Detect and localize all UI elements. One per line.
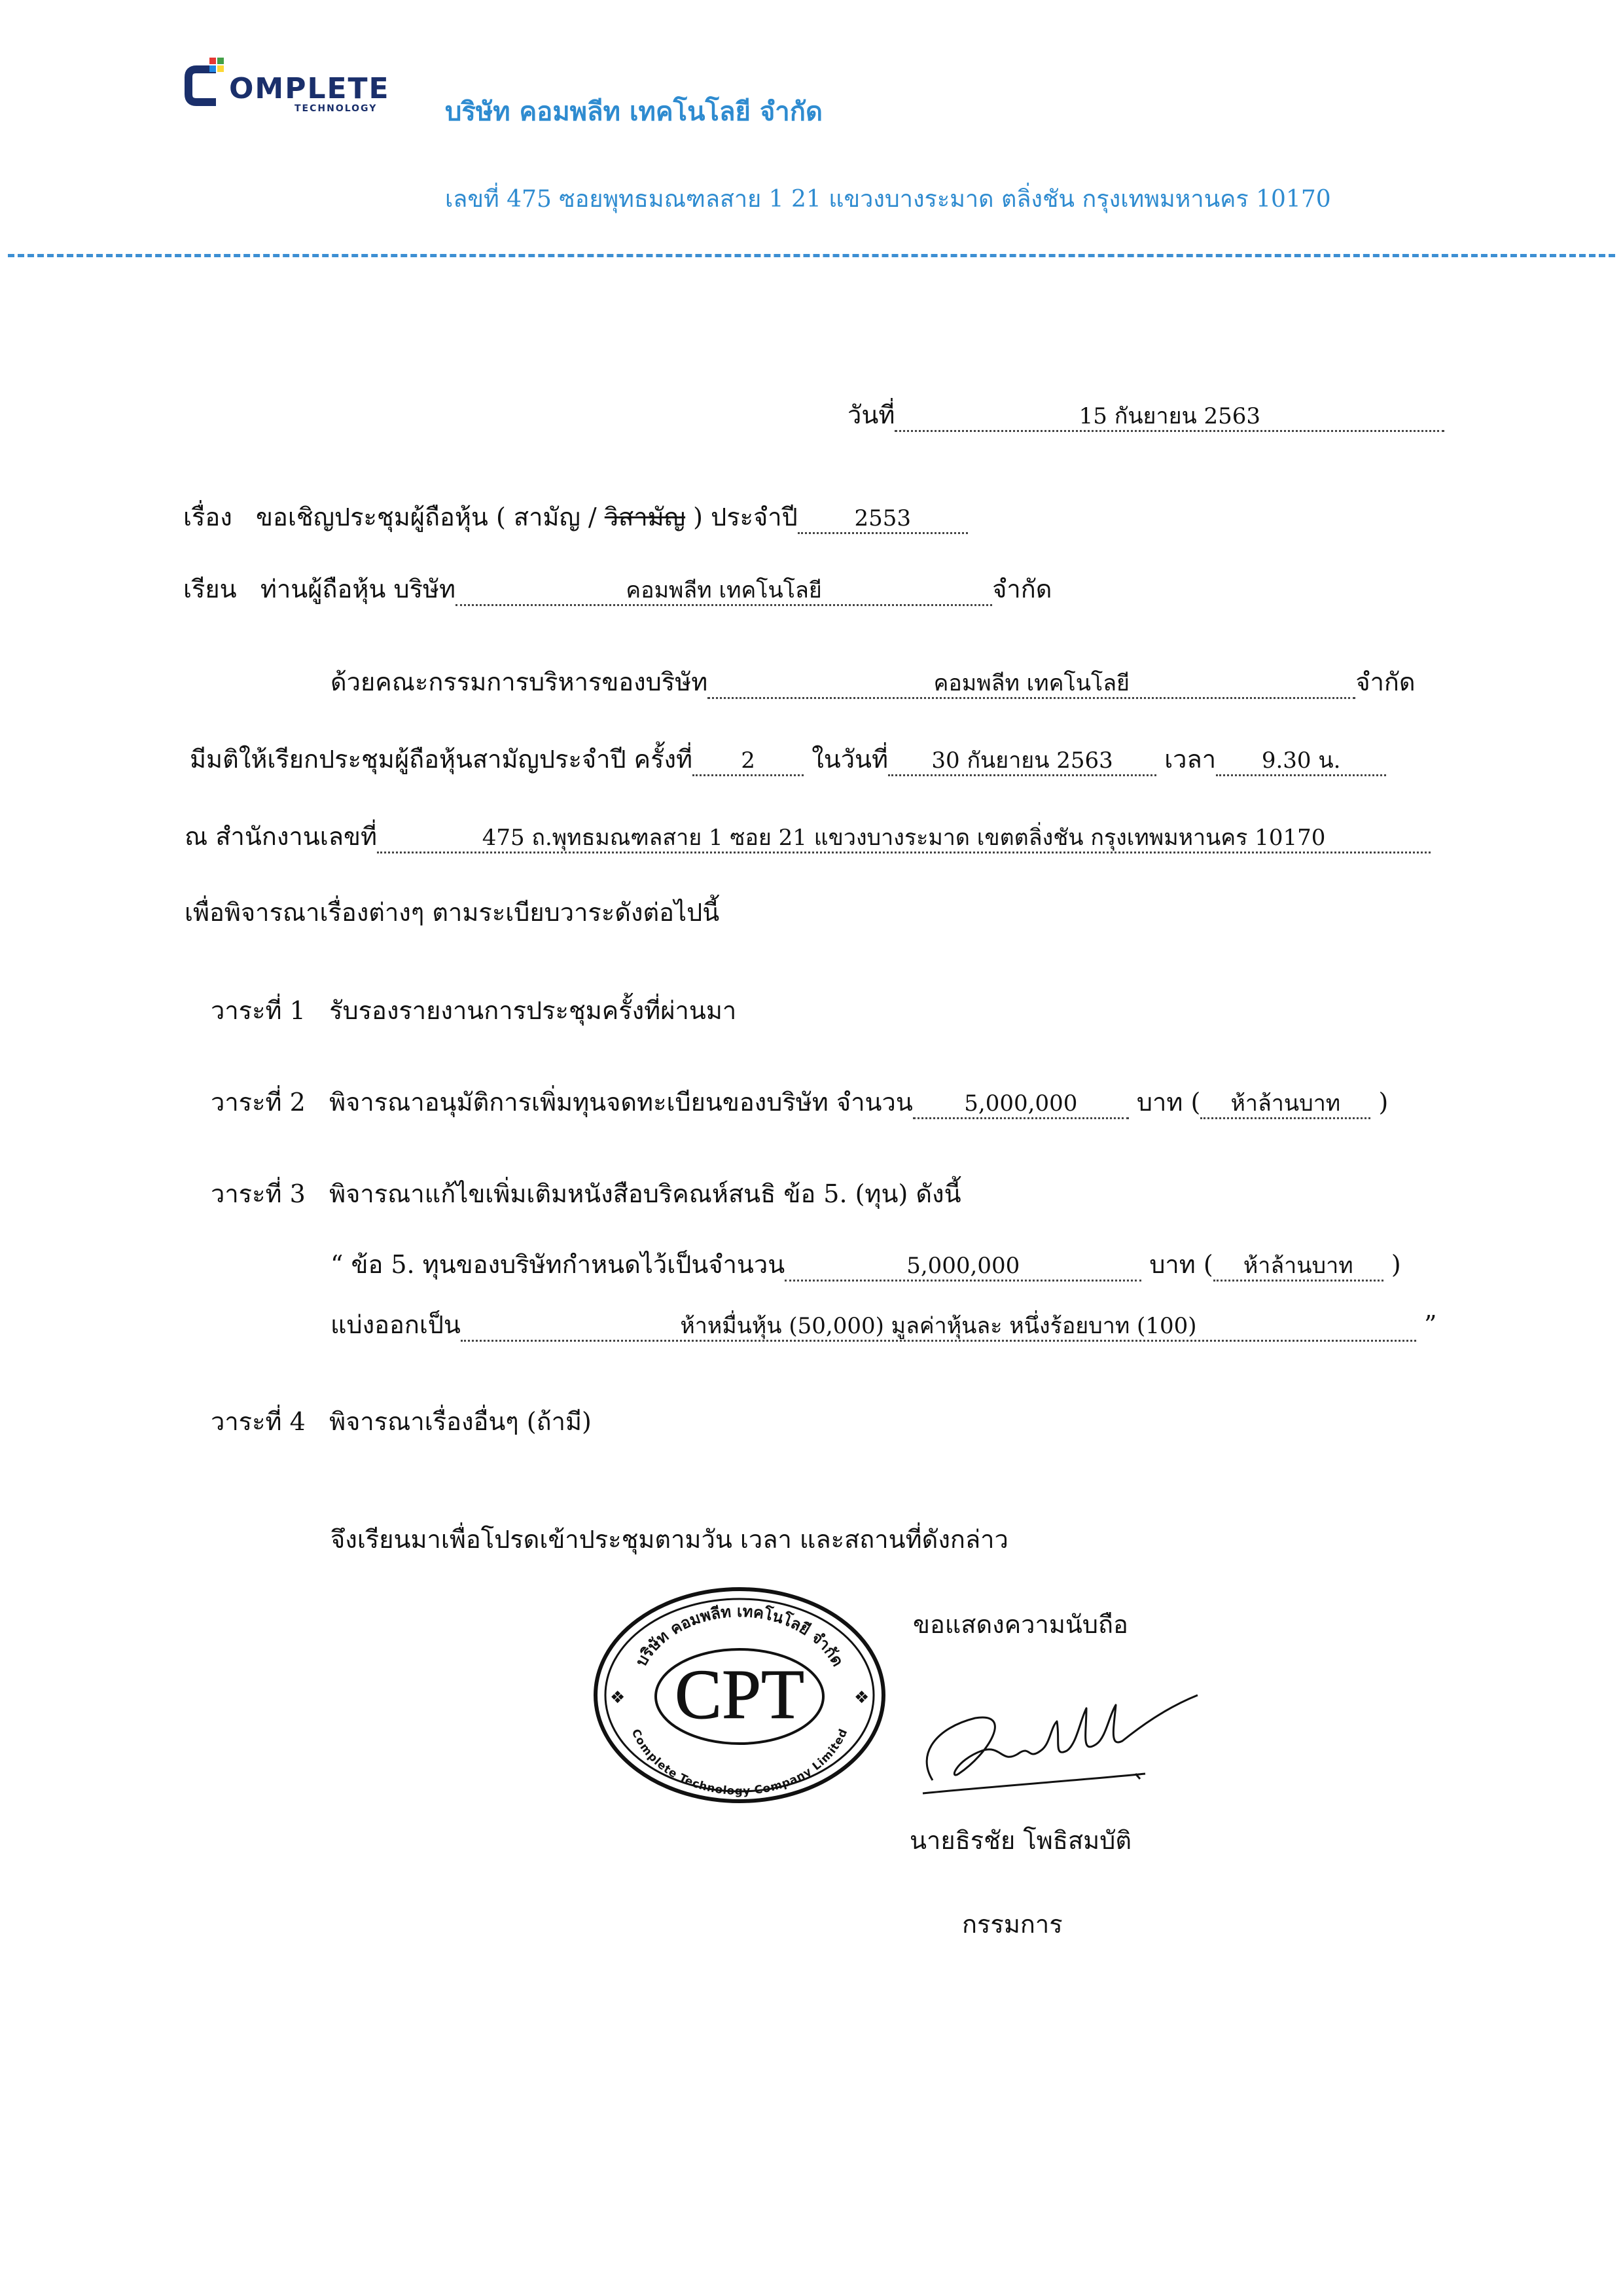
subject-struck-option: วิสามัญ [604,503,686,531]
body-suffix: จำกัด [1355,668,1416,696]
agenda-intro: เพื่อพิจารณาเรื่องต่างๆ ตามระเบียบวาระดังต่อไปนี้ [185,898,720,927]
agenda-2-amount-words-field: ห้าล้านบาท [1200,1090,1370,1119]
stamp-center-text: CPT [674,1656,805,1734]
meeting-date-field: 30 กันยายน 2563 [888,747,1156,776]
recipient-company-field: คอมพลีท เทคโนโลยี [455,577,992,606]
meeting-number-field: 2 [692,747,804,776]
subject-text-after: ) ประจำปี [685,503,798,531]
agenda-3-split-line [330,1310,1436,1342]
agenda-3-quote-open: “ ข้อ 5. ทุนของบริษัทกำหนดไว้เป็นจำนวน [330,1250,785,1279]
agenda-3-split-label: แบ่งออกเป็น [330,1310,461,1339]
agenda-3-quote-close: ” [1424,1310,1437,1339]
agenda-3-close: ) [1391,1250,1401,1279]
header-divider [8,254,1615,257]
agenda-3-split-field: ห้าหมื่นหุ้น (50,000) มูลค่าหุ้นละ หนึ่งร้อยบาท (100) [461,1313,1416,1342]
signer-name: นายธิรชัย โพธิสมบัติ [910,1826,1132,1855]
agenda-4-text: พิจารณาเรื่องอื่นๆ (ถ้ามี) [329,1407,592,1436]
meeting-time-field: 9.30 น. [1216,747,1386,776]
subject-line [183,503,968,534]
svg-text:Complete Technology Company Li [629,1727,851,1798]
company-name: บริษัท คอมพลีท เทคโนโลยี จำกัด [445,96,823,127]
meeting-time-label: เวลา [1164,745,1217,774]
agenda-item-2 [211,1088,1388,1119]
body-resolution: มีมติให้เรียกประชุมผู้ถือหุ้นสามัญประจำปี ครั้งที่ [190,745,693,774]
stamp-top-text: บริษัท คอมพลีท เทคโนโลยี จำกัด [631,1601,848,1670]
stamp-ornament-left-icon: ❖ [610,1688,626,1708]
recipient-line [183,575,1052,606]
company-stamp [589,1584,890,1806]
handwritten-signature [910,1682,1204,1800]
agenda-item-4 [211,1407,592,1437]
company-address: เลขที่ 475 ซอยพุทธมณฑลสาย 1 21 แขวงบางระมาด ตลิ่งชัน กรุงเทพมหานคร 10170 [445,186,1331,213]
agenda-1-text: รับรองรายงานการประชุมครั้งที่ผ่านมา [329,996,737,1025]
company-logo-text: OMPLETE [229,72,390,105]
body-intro: ด้วยคณะกรรมการบริหารของบริษัท [330,668,708,696]
agenda-3-unit: บาท ( [1149,1250,1213,1279]
signer-title: กรรมการ [962,1910,1063,1939]
agenda-1-label: วาระที่ 1 [211,996,306,1025]
agenda-2-amount-field: 5,000,000 [913,1090,1129,1119]
stamp-ornament-right-icon: ❖ [854,1688,870,1708]
agenda-2-label: วาระที่ 2 [211,1088,306,1117]
regards-text: ขอแสดงความนับถือ [913,1610,1128,1639]
recipient-suffix: จำกัด [992,575,1052,603]
recipient-label: เรียน [183,575,237,603]
agenda-2-close: ) [1378,1088,1389,1117]
recipient-text: ท่านผู้ถือหุ้น บริษัท [260,575,456,603]
agenda-item-3 [211,1179,961,1210]
agenda-3-quote-line [330,1250,1401,1282]
date-field: 15 กันยายน 2563 [895,403,1444,432]
company-logo-mark [183,58,229,110]
body-intro-line [330,668,1416,699]
agenda-2-unit: บาท ( [1136,1088,1201,1117]
closing-text: จึงเรียนมาเพื่อโปรดเข้าประชุมตามวัน เวลา และสถานที่ดังกล่าว [330,1525,1008,1554]
agenda-4-label: วาระที่ 4 [211,1407,306,1436]
company-logo-subtext: TECHNOLOGY [294,103,378,114]
subject-label: เรื่อง [183,503,232,531]
date-label: วันที่ [847,401,895,429]
subject-year-field: 2553 [798,505,968,534]
agenda-3-amount-words-field: ห้าล้านบาท [1213,1253,1383,1282]
date-line [847,401,1444,432]
body-company-field: คอมพลีท เทคโนโลยี [707,670,1355,699]
agenda-2-text: พิจารณาอนุมัติการเพิ่มทุนจดทะเบียนของบริษัท จำนวน [329,1088,913,1117]
body-resolution-line [190,745,1386,776]
stamp-bottom-text: Complete Technology Company Limited [628,1727,851,1799]
agenda-item-1 [211,996,736,1026]
venue-label: ณ สำนักงานเลขที่ [185,822,378,851]
venue-field: 475 ถ.พุทธมณฑลสาย 1 ซอย 21 แขวงบางระมาด เขตตลิ่งชัน กรุงเทพมหานคร 10170 [377,825,1431,853]
agenda-3-amount-field: 5,000,000 [785,1253,1141,1282]
body-venue-line [185,822,1431,853]
meeting-date-label: ในวันที่ [812,745,889,774]
subject-text-before: ขอเชิญประชุมผู้ถือหุ้น ( สามัญ / [256,503,605,531]
agenda-3-label: วาระที่ 3 [211,1179,306,1208]
agenda-3-text: พิจารณาแก้ไขเพิ่มเติมหนังสือบริคณห์สนธิ ข้อ 5. (ทุน) ดังนี้ [329,1179,961,1208]
